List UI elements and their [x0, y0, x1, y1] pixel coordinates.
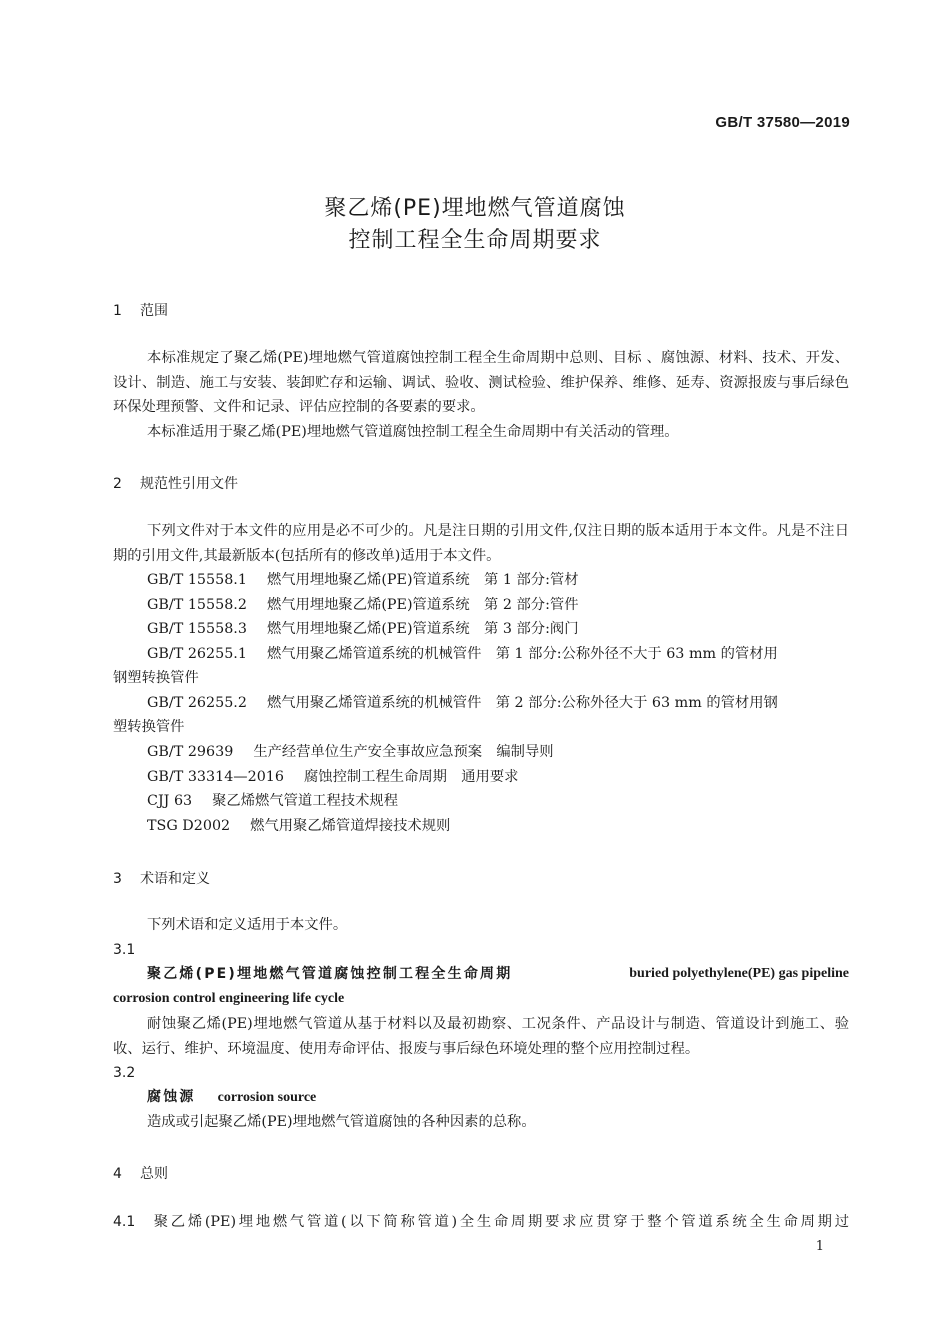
reference-code: GB/T 15558.3	[147, 621, 247, 637]
term-chinese: 腐蚀源	[147, 1089, 196, 1105]
reference-code: GB/T 15558.1	[147, 572, 247, 588]
reference-item	[147, 765, 518, 790]
document-title	[0, 193, 950, 257]
section-number: 3	[113, 871, 122, 887]
section-4-heading	[113, 1163, 168, 1183]
section-1-paragraph-2: 本标准适用于聚乙烯(PE)埋地燃气管道腐蚀控制工程全生命周期中有关活动的管理。	[147, 424, 679, 440]
section-title: 规范性引用文件	[140, 476, 238, 492]
reference-code: GB/T 29639	[147, 744, 234, 760]
clause-4-1	[113, 1210, 849, 1235]
section-3-heading	[113, 868, 210, 888]
section-number: 1	[113, 303, 122, 319]
term-chinese: 聚乙烯(PE)埋地燃气管道腐蚀控制工程全生命周期	[147, 966, 513, 982]
term-english: buried polyethylene(PE) gas pipeline	[629, 966, 849, 981]
reference-code: CJJ 63	[147, 793, 193, 809]
reference-item	[147, 789, 398, 814]
reference-name: 腐蚀控制工程生命周期 通用要求	[304, 769, 519, 785]
reference-code: GB/T 26255.1	[147, 646, 247, 662]
section-1-paragraph-1: 本标准规定了聚乙烯(PE)埋地燃气管道腐蚀控制工程全生命周期中总则、目标 、腐蚀源、材料、技术、开发、设计、制造、施工与安装、装卸贮存和运输、调试、验收、测试检验、维护保养、维修、延寿、资源报废与事后绿色环保处理预警、文件和记录、评估应控制的各要素的要求。	[113, 350, 849, 415]
reference-item	[147, 814, 450, 839]
reference-code: GB/T 15558.2	[147, 597, 247, 613]
page-number: 1	[815, 1239, 824, 1254]
term-english-continuation: corrosion control engineering life cycle	[113, 990, 345, 1006]
section-2-heading	[113, 473, 238, 493]
term-number: 3.2	[113, 1065, 136, 1081]
title-line-2: 控制工程全生命周期要求	[348, 228, 602, 253]
reference-item	[147, 642, 778, 667]
term-entry	[113, 962, 849, 1011]
section-number: 2	[113, 476, 122, 492]
reference-item	[147, 593, 579, 618]
reference-name: 生产经营单位生产安全事故应急预案 编制导则	[253, 744, 554, 760]
standard-code: GB/T 37580—2019	[715, 114, 850, 131]
clause-number: 4.1	[113, 1214, 136, 1230]
section-2-intro: 下列文件对于本文件的应用是必不可少的。凡是注日期的引用文件,仅注日期的版本适用于本文件。凡是不注日期的引用文件,其最新版本(包括所有的修改单)适用于本文件。	[113, 523, 849, 564]
section-3-intro: 下列术语和定义适用于本文件。	[147, 917, 348, 933]
reference-code: GB/T 26255.2	[147, 695, 247, 711]
reference-item-continuation: 塑转换管件	[113, 719, 185, 735]
reference-name: 燃气用埋地聚乙烯(PE)管道系统 第 1 部分:管材	[266, 572, 579, 588]
reference-name: 燃气用聚乙烯管道系统的机械管件 第 2 部分:公称外径大于 63 mm 的管材用钢	[266, 695, 778, 711]
reference-name: 燃气用埋地聚乙烯(PE)管道系统 第 3 部分:阀门	[266, 621, 579, 637]
reference-item	[147, 740, 554, 765]
reference-name: 燃气用聚乙烯管道焊接技术规则	[250, 818, 451, 834]
reference-item	[147, 691, 778, 716]
reference-name: 聚乙烯燃气管道工程技术规程	[212, 793, 398, 809]
reference-code: GB/T 33314—2016	[147, 769, 284, 785]
title-line-1: 聚乙烯(PE)埋地燃气管道腐蚀	[324, 196, 626, 221]
term-definition: 造成或引起聚乙烯(PE)埋地燃气管道腐蚀的各种因素的总称。	[147, 1114, 536, 1130]
reference-code: TSG D2002	[147, 818, 231, 834]
section-1-heading	[113, 300, 168, 320]
section-title: 总则	[140, 1166, 168, 1182]
section-title: 术语和定义	[140, 871, 210, 887]
reference-name: 燃气用聚乙烯管道系统的机械管件 第 1 部分:公称外径不大于 63 mm 的管材用	[266, 646, 778, 662]
term-number: 3.1	[113, 942, 136, 958]
term-definition: 耐蚀聚乙烯(PE)埋地燃气管道从基于材料以及最初勘察、工况条件、产品设计与制造、管道设计到施工、验收、运行、维护、环境温度、使用寿命评估、报废与事后绿色环境处理的整个应用控制过程。	[113, 1016, 849, 1057]
reference-item	[147, 568, 579, 593]
section-title: 范围	[140, 303, 168, 319]
reference-item	[147, 617, 579, 642]
reference-name: 燃气用埋地聚乙烯(PE)管道系统 第 2 部分:管件	[266, 597, 579, 613]
term-entry	[113, 1085, 849, 1111]
term-english: corrosion source	[217, 1090, 317, 1105]
reference-item-continuation: 钢塑转换管件	[113, 670, 199, 686]
clause-text: 聚乙烯(PE)埋地燃气管道(以下简称管道)全生命周期要求应贯穿于整个管道系统全生命周期过	[151, 1214, 849, 1230]
section-number: 4	[113, 1166, 122, 1182]
